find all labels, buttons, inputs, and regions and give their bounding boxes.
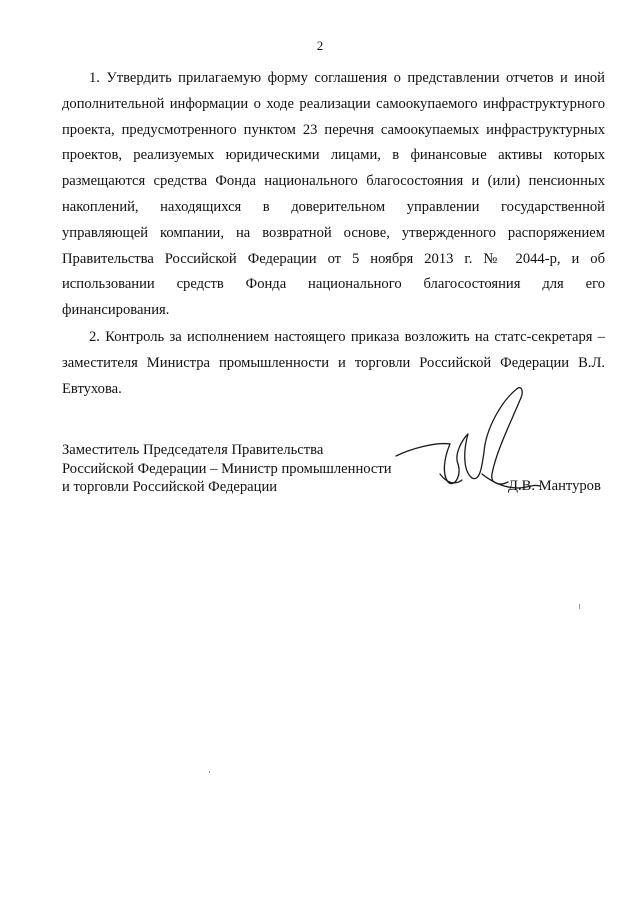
signatory-position-line: Заместитель Председателя Правительства: [62, 442, 324, 458]
signatory-position: [62, 441, 392, 497]
paragraph-1: 1. Утвердить прилагаемую форму соглашения о представлении отчетов и иной дополнительной информации о ходе реализации самоокупаемого инфраструктурного проекта, предусмотренного пунктом 23 перечня самоокупаемых инфраструктурных проектов, реализуемых юридическими лицами, в финансовые активы которых размещаются средства Фонда национального благосостояния и (или) пенсионных накоплений, находящихся в доверительном управлении государственной управляющей компании, на возвратной основе, утвержденного распоряжением Правительства Российской Федерации от 5 ноября 2013 г. № 2044-р, и об использовании средств Фонда национального благосостояния для его финансирования.: [62, 70, 605, 319]
page-number: 2: [316, 38, 324, 53]
scan-speck: [579, 604, 580, 609]
scan-speck: [209, 771, 210, 773]
signatory-position-line: Российской Федерации – Министр промышленности: [62, 460, 392, 477]
paragraph-2: 2. Контроль за исполнением настоящего приказа возложить на статс-секретаря – заместителя Министра промышленности и торговли Российской Федерации В.Л. Евтухова.: [62, 329, 605, 397]
signatory-position-line: и торговли Российской Федерации: [62, 479, 278, 495]
signatory-name: Д.В. Мантуров: [508, 478, 601, 494]
